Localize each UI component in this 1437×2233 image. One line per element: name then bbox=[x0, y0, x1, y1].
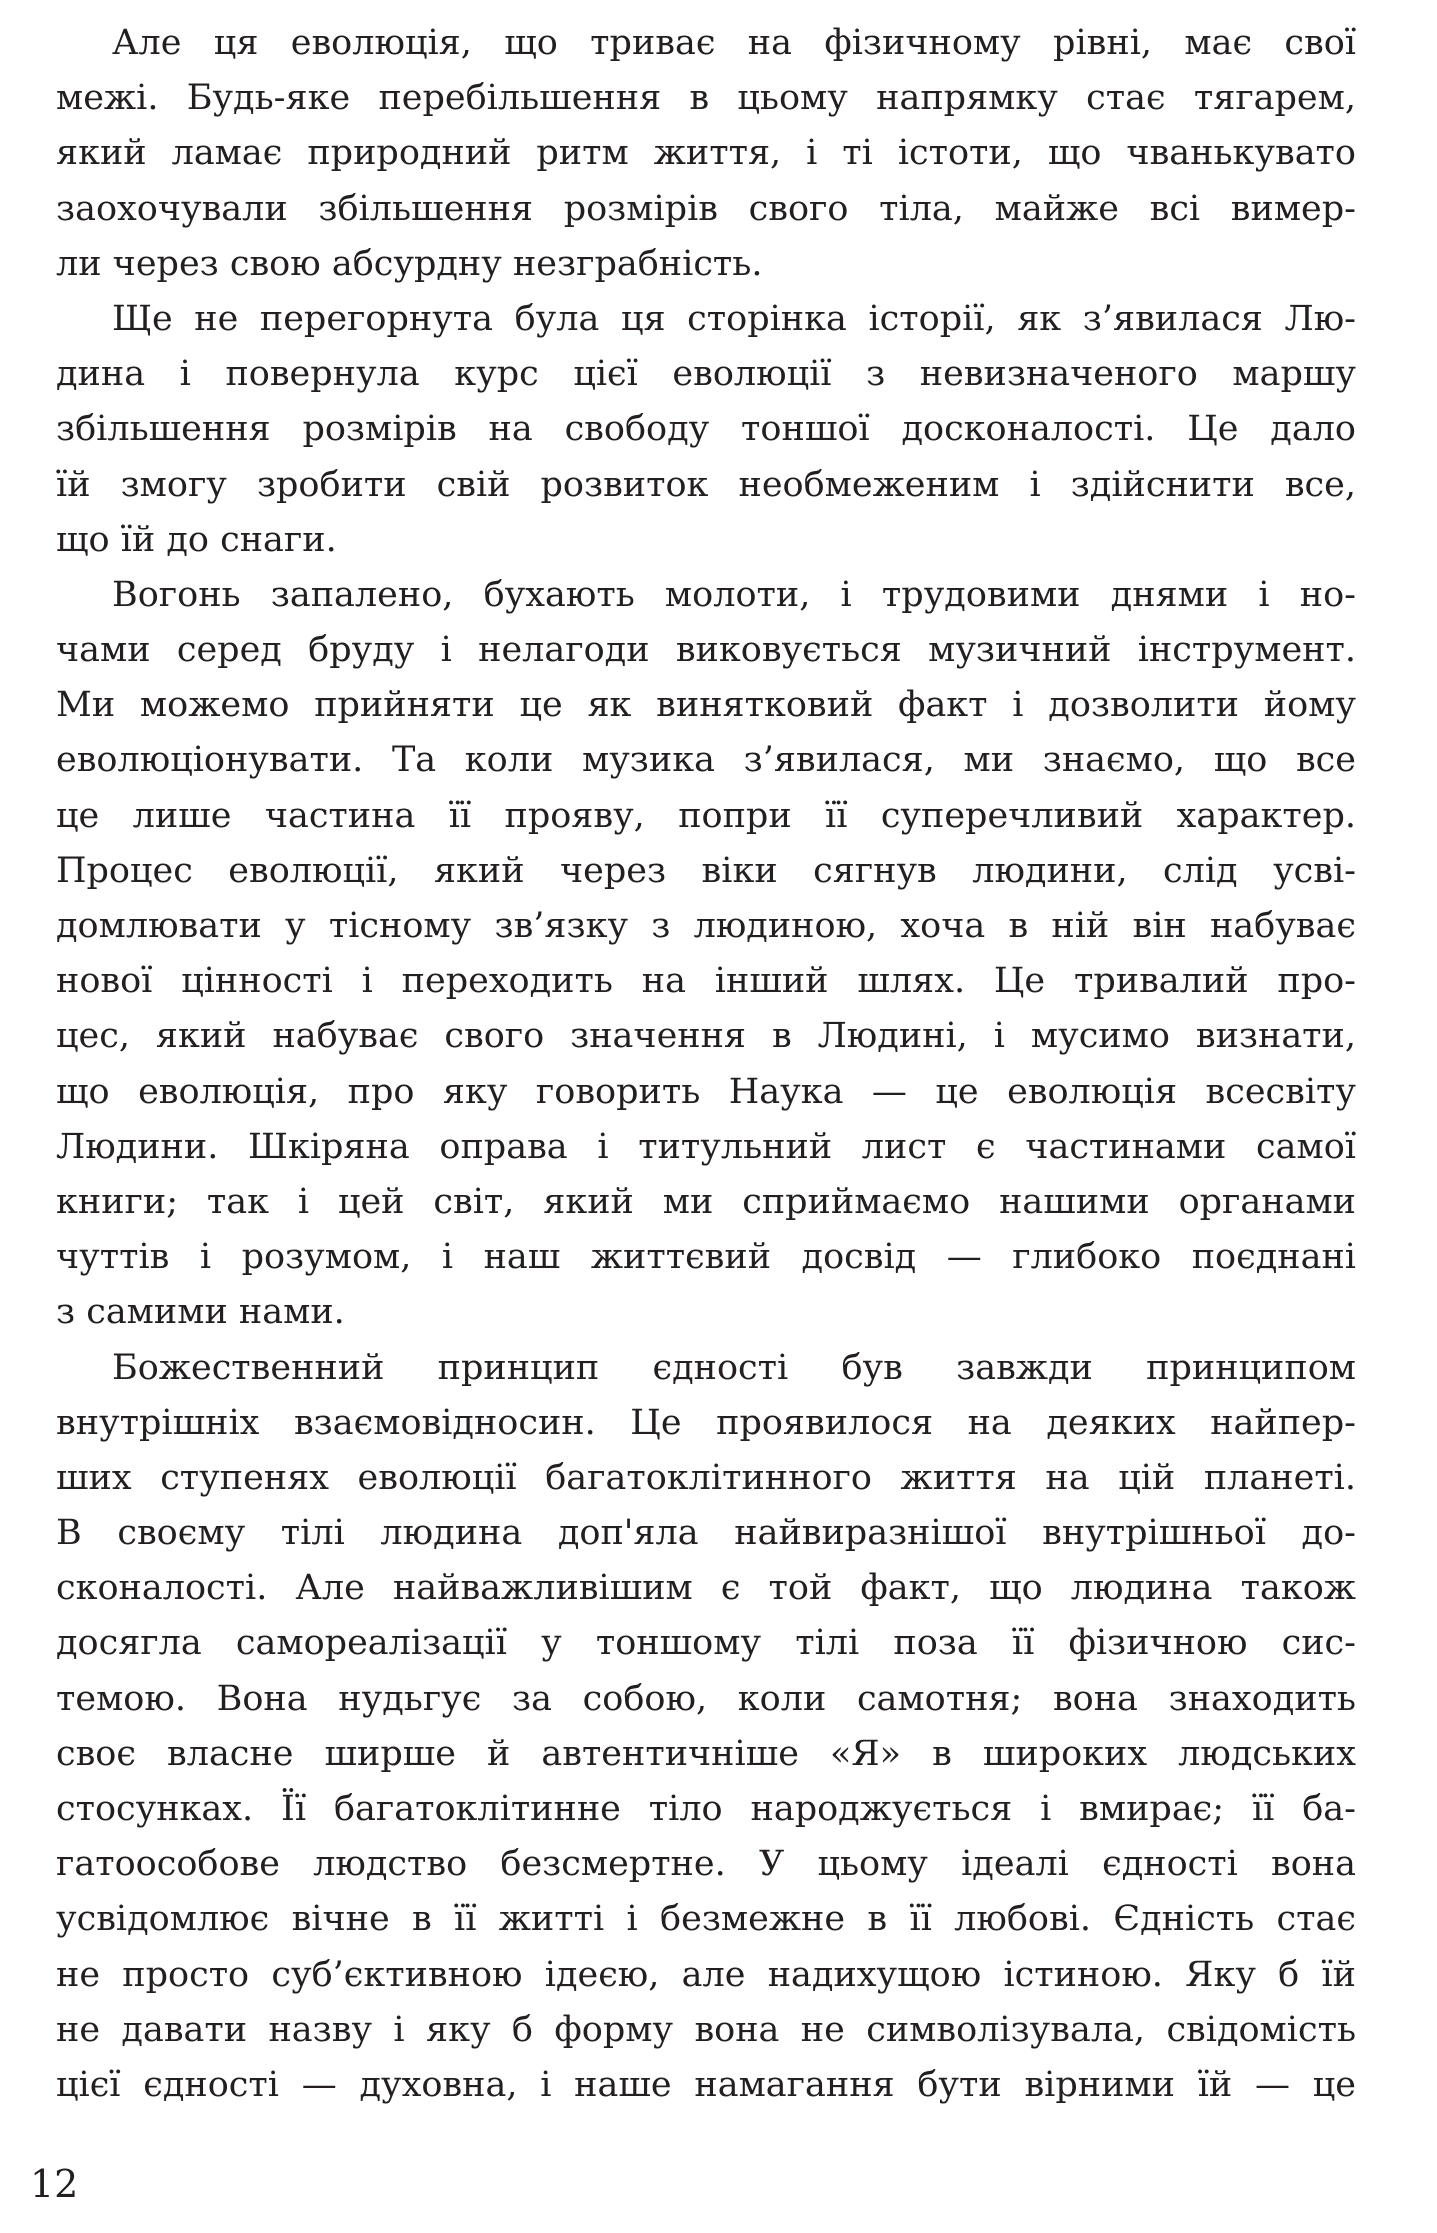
text-line: межі. Будь-яке перебільшення в цьому напрямку стає тягарем, bbox=[56, 78, 1356, 119]
text-line: нової цінності і переходить на інший шлях. Це тривалий про- bbox=[56, 961, 1356, 1002]
text-line: В своєму тілі людина доп'яла найвиразнішої внутрішньої до- bbox=[56, 1513, 1356, 1554]
text-line: не просто суб’єктивною ідеєю, але надихущою істиною. Яку б їй bbox=[56, 1954, 1356, 1995]
text-line: їй змогу зробити свій розвиток необмеженим і здійснити все, bbox=[56, 464, 1356, 505]
paragraph bbox=[56, 1341, 1356, 2114]
body-text bbox=[56, 16, 1356, 2113]
text-line: який ламає природний ритм життя, і ті істоти, що чванькувато bbox=[56, 133, 1356, 174]
text-line: що еволюція, про яку говорить Наука — це еволюція всесвіту bbox=[56, 1071, 1356, 1112]
text-line: Божественний принцип єдності був завжди принципом bbox=[112, 1347, 1356, 1388]
text-line: ших ступенях еволюції багатоклітинного життя на цій планеті. bbox=[56, 1457, 1356, 1498]
text-line: Людини. Шкіряна оправа і титульний лист є частинами самої bbox=[56, 1126, 1356, 1167]
paragraph bbox=[56, 16, 1356, 292]
text-line: з самими нами. bbox=[56, 1292, 345, 1333]
text-line: ли через свою абсурдну незграбність. bbox=[56, 243, 763, 284]
text-line: Але ця еволюція, що триває на фізичному рівні, має свої bbox=[112, 23, 1356, 63]
paragraph bbox=[56, 292, 1356, 568]
text-line: темою. Вона нудьгує за собою, коли самотня; вона знаходить bbox=[56, 1678, 1356, 1719]
text-line: досягла самореалізації у тоншому тілі поза її фізичною сис- bbox=[56, 1623, 1356, 1664]
text-line: це лише частина її прояву, попри її суперечливий характер. bbox=[56, 795, 1356, 836]
text-line: Процес еволюції, який через віки сягнув людини, слід усві- bbox=[56, 850, 1356, 891]
text-line: внутрішніх взаємовідносин. Це проявилося на деяких найпер- bbox=[56, 1402, 1356, 1443]
text-line: чами серед бруду і нелагоди виковується музичний інструмент. bbox=[56, 630, 1356, 671]
text-line: заохочували збільшення розмірів свого тіла, майже всі вимер- bbox=[56, 188, 1356, 229]
paragraph bbox=[56, 568, 1356, 1341]
text-line: чуттів і розумом, і наш життєвий досвід — глибоко поєднані bbox=[56, 1237, 1356, 1278]
text-line: збільшення розмірів на свободу тоншої досконалості. Це дало bbox=[56, 409, 1356, 450]
text-line: стосунках. Її багатоклітинне тіло народжується і вмирає; її ба- bbox=[56, 1789, 1356, 1829]
text-line: цієї єдності — духовна, і наше намагання бути вірними їй — це bbox=[56, 2064, 1356, 2105]
text-line: сконалості. Але найважливішим є той факт, що людина також bbox=[56, 1568, 1356, 1609]
text-line: домлювати у тісному зв’язку з людиною, хоча в ній він набуває bbox=[56, 906, 1356, 946]
text-line: своє власне ширше й автентичніше «Я» в широких людських bbox=[56, 1733, 1356, 1774]
text-line: що їй до снаги. bbox=[56, 519, 337, 560]
text-line: Ми можемо прийняти це як винятковий факт і дозволити йому bbox=[56, 685, 1356, 726]
text-line: цес, який набуває свого значення в Людині, і мусимо визнати, bbox=[56, 1016, 1356, 1057]
text-line: усвідомлює вічне в її житті і безмежне в її любові. Єдність стає bbox=[56, 1899, 1356, 1940]
text-line: гатоособове людство безсмертне. У цьому ідеалі єдності вона bbox=[56, 1844, 1356, 1885]
page-number: 12 bbox=[30, 2162, 79, 2206]
text-line: еволюціонувати. Та коли музика з’явилася, ми знаємо, що все bbox=[56, 740, 1356, 781]
text-line: книги; так і цей світ, який ми сприймаємо нашими органами bbox=[56, 1181, 1356, 1222]
text-line: не давати назву і яку б форму вона не символізувала, свідомість bbox=[56, 2009, 1356, 2050]
text-line: дина і повернула курс цієї еволюції з невизначеного маршу bbox=[56, 354, 1356, 395]
text-line: Вогонь запалено, бухають молоти, і трудовими днями і но- bbox=[112, 574, 1356, 615]
text-line: Ще не перегорнута була ця сторінка історії, як з’явилася Лю- bbox=[112, 298, 1356, 339]
